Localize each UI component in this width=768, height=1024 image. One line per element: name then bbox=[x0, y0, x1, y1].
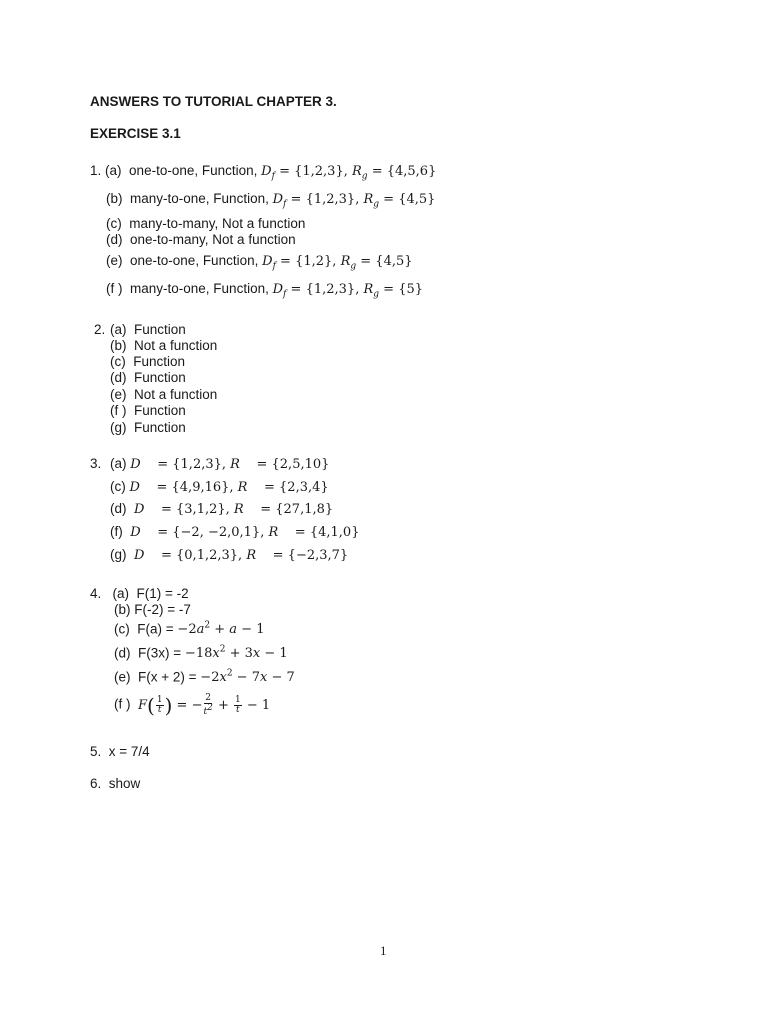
q1-a-math: $D_f = \{1,2,3\}$, $R_g = \{4,5,6\}$ bbox=[261, 164, 437, 182]
q4-e-label: (e) bbox=[114, 669, 131, 685]
q4-e-text: F(x + 2) = bbox=[138, 669, 197, 685]
q4-e-math: $-2x^2 - 7x - 7$ bbox=[200, 669, 295, 686]
q4-f-label: (f ) bbox=[114, 696, 131, 712]
q3-item-label: (d) bbox=[110, 501, 127, 516]
q1-f-math: $D_f = \{1,2,3\}$, $R_g = \{5\}$ bbox=[272, 282, 424, 300]
q2-item-text: Function bbox=[134, 420, 186, 435]
q1-f-df: {1,2,3} bbox=[305, 282, 356, 297]
q1-e-label: (e) bbox=[106, 253, 123, 268]
q5-number: 5. bbox=[90, 744, 102, 759]
q1-b-math: $D_f = \{1,2,3\}$, $R_g = \{4,5\}$ bbox=[272, 192, 436, 210]
q2-item bbox=[110, 370, 186, 385]
q2-item bbox=[110, 387, 217, 402]
q4-a bbox=[90, 586, 189, 601]
q1-a bbox=[90, 163, 436, 182]
q3-item-range: {27,1,8} bbox=[275, 502, 334, 517]
q3-item-range: {2,3,4} bbox=[279, 480, 329, 495]
q2-item-text: Function bbox=[134, 403, 186, 418]
q2-item-label: (g) bbox=[110, 420, 127, 435]
q3-item-domain: {4,9,16} bbox=[171, 480, 230, 495]
q4-a-text: F(1) = -2 bbox=[136, 586, 189, 601]
q3-item-domain: {3,1,2} bbox=[176, 502, 226, 517]
q1-a-df: {1,2,3} bbox=[294, 164, 344, 179]
q3-item-math: D = {1,2,3}, R = {2,5,10} bbox=[130, 457, 330, 472]
q1-b-df: {1,2,3} bbox=[305, 192, 356, 207]
q3-item bbox=[110, 456, 329, 472]
q2-item bbox=[110, 420, 186, 435]
q4-b-label: (b) bbox=[114, 602, 131, 617]
q1-c-label: (c) bbox=[106, 216, 122, 231]
q2-number: 2. bbox=[94, 322, 106, 337]
page-number: 1 bbox=[380, 943, 387, 958]
q3-item bbox=[110, 547, 348, 563]
q4-c-text: F(a) = bbox=[137, 621, 174, 637]
q1-d-text: one-to-many, Not a function bbox=[130, 232, 296, 247]
q4-d-label: (d) bbox=[114, 645, 131, 661]
q1-f-rg: {5} bbox=[398, 282, 424, 297]
q6-text: show bbox=[108, 776, 141, 791]
q1-e-text: one-to-one, Function, bbox=[130, 253, 259, 268]
q4-b-text: F(-2) = -7 bbox=[134, 602, 191, 617]
q5 bbox=[90, 744, 150, 759]
q1-number: 1. bbox=[90, 163, 102, 178]
q3-item-range: {−2,3,7} bbox=[287, 548, 349, 563]
q1-f-text: many-to-one, Function, bbox=[130, 281, 269, 296]
q1-f bbox=[106, 281, 423, 300]
q1-e-rg: {4,5} bbox=[375, 254, 413, 269]
q1-b-text: many-to-one, Function, bbox=[130, 191, 269, 206]
q2-item bbox=[110, 322, 186, 337]
q4-a-label: (a) bbox=[112, 586, 130, 601]
q4-number: 4. bbox=[90, 586, 102, 601]
q2-item bbox=[110, 338, 217, 353]
page-title: ANSWERS TO TUTORIAL CHAPTER 3. bbox=[90, 94, 337, 109]
q3-item-domain: {−2, −2,0,1} bbox=[172, 525, 261, 540]
q2-item-label: (b) bbox=[110, 338, 127, 353]
q1-a-label: (a) bbox=[105, 163, 122, 178]
q5-text: x = 7/4 bbox=[108, 744, 150, 759]
q3-item bbox=[110, 524, 359, 540]
q2-item-label: (d) bbox=[110, 370, 127, 385]
q4-c bbox=[114, 621, 264, 637]
q3-item-label: (f) bbox=[110, 524, 123, 539]
q2-item-text: Not a function bbox=[134, 387, 218, 402]
q3-item-range: {2,5,10} bbox=[271, 457, 330, 472]
q3-item-math: D = {4,9,16}, R = {2,3,4} bbox=[129, 480, 329, 495]
q3-item bbox=[110, 501, 333, 517]
q1-d-label: (d) bbox=[106, 232, 123, 247]
q1-f-label: (f ) bbox=[106, 281, 123, 296]
q3-item bbox=[110, 479, 329, 495]
q1-e bbox=[106, 253, 413, 272]
q4-f-math: F( $\frac{1}{t}$ ) = − $\frac{2}{t^2}$ + $\frac{1}{t}$ − 1 bbox=[138, 692, 271, 717]
q3-item-math: D = {0,1,2,3}, R = {−2,3,7} bbox=[134, 548, 349, 563]
q2-item bbox=[110, 403, 186, 418]
q4-c-math: $-2a^2 + a - 1$ bbox=[177, 621, 265, 638]
q2-item-text: Not a function bbox=[134, 338, 218, 353]
q3-item-domain: {1,2,3} bbox=[172, 457, 222, 472]
q2-item-label: (e) bbox=[110, 387, 127, 402]
q6 bbox=[90, 776, 140, 791]
q1-a-rg: {4,5,6} bbox=[386, 164, 437, 179]
exercise-heading: EXERCISE 3.1 bbox=[90, 126, 181, 141]
q6-number: 6. bbox=[90, 776, 102, 791]
q2-item-label: (c) bbox=[110, 354, 126, 369]
q4-e bbox=[114, 669, 295, 685]
q4-d bbox=[114, 645, 288, 661]
q4-d-math: $-18x^2 + 3x - 1$ bbox=[184, 645, 288, 662]
q3-item-label: (c) bbox=[110, 479, 126, 494]
q2-item-text: Function bbox=[134, 322, 186, 337]
q4-d-text: F(3x) = bbox=[138, 645, 182, 661]
q1-c-text: many-to-many, Not a function bbox=[129, 216, 306, 231]
q1-e-df: {1,2} bbox=[295, 254, 333, 269]
q4-f bbox=[114, 693, 270, 717]
q1-b-label: (b) bbox=[106, 191, 123, 206]
q1-d bbox=[106, 232, 296, 247]
q3-number: 3. bbox=[90, 456, 102, 471]
q2-item-text: Function bbox=[134, 370, 186, 385]
q1-a-text: one-to-one, Function, bbox=[129, 163, 258, 178]
q2-item-label: (a) bbox=[110, 322, 127, 337]
q3-item-label: (a) bbox=[110, 456, 127, 471]
q3-item-math: D = {−2, −2,0,1}, R = {4,1,0} bbox=[130, 525, 360, 540]
q2-item bbox=[110, 354, 185, 369]
q4-c-label: (c) bbox=[114, 621, 130, 637]
q1-c bbox=[106, 216, 305, 231]
q1-b-rg: {4,5} bbox=[398, 192, 436, 207]
q2-item-text: Function bbox=[133, 354, 186, 369]
q1-e-math: $D_f = \{1,2\}$, $R_g = \{4,5\}$ bbox=[262, 254, 413, 272]
q3-item-range: {4,1,0} bbox=[309, 525, 360, 540]
q3-item-label: (g) bbox=[110, 547, 127, 562]
q3-item-domain: {0,1,2,3} bbox=[176, 548, 239, 563]
q1-b bbox=[106, 191, 435, 210]
q4-b bbox=[114, 602, 191, 617]
q2-item-label: (f ) bbox=[110, 403, 127, 418]
q3-item-math: D = {3,1,2}, R = {27,1,8} bbox=[134, 502, 334, 517]
